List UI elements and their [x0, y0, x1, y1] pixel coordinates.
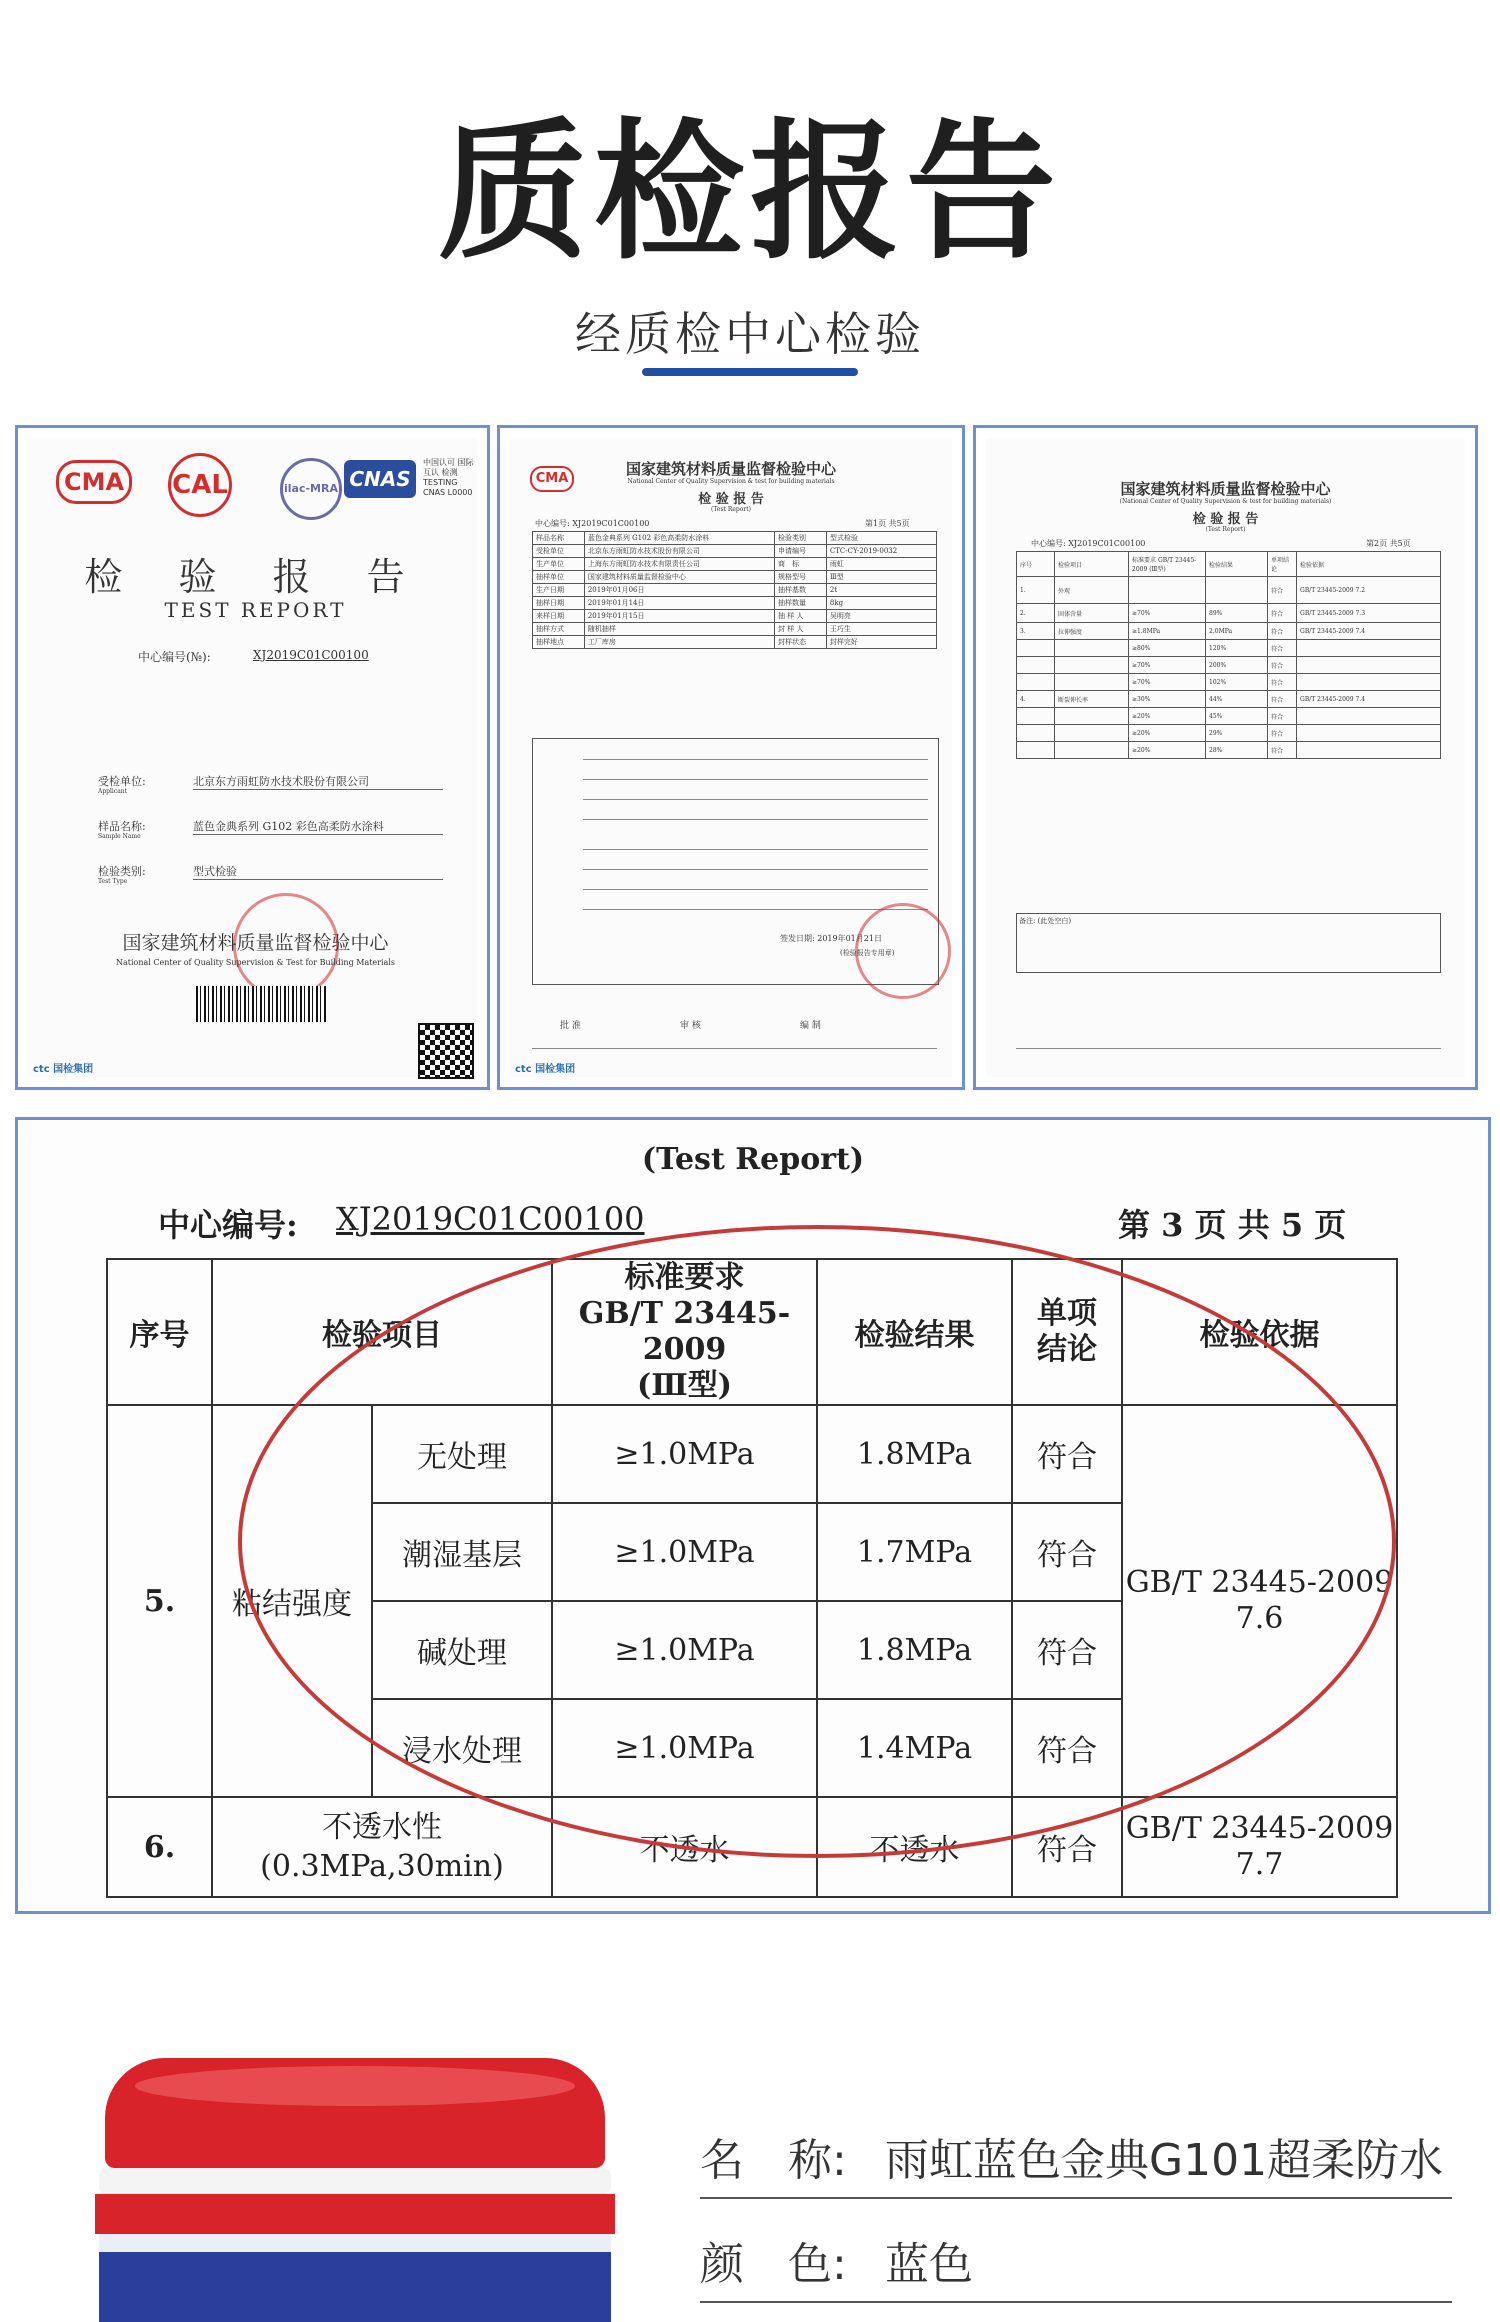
table-row	[533, 571, 937, 584]
row5-basis: GB/T 23445-2009 7.6	[1122, 1405, 1397, 1797]
product-divider	[700, 2197, 1452, 2199]
table-cell: 受检单位	[533, 545, 585, 558]
table-cell	[1055, 640, 1129, 657]
table-header-cell: 检验结果	[1206, 552, 1268, 577]
qr-code-icon	[418, 1023, 474, 1079]
table-row	[533, 610, 937, 623]
row6-item: 不透水性 (0.3MPa,30min)	[212, 1797, 552, 1897]
text-line	[583, 819, 928, 820]
table-cell: 来样日期	[533, 610, 585, 623]
table-cell: 45%	[1206, 708, 1268, 725]
table-cell	[1297, 657, 1441, 674]
table-cell: 2019年01月14日	[584, 597, 774, 610]
table-cell	[1017, 725, 1055, 742]
table-row	[1017, 742, 1441, 759]
table-cell: 3.	[1017, 623, 1055, 640]
cover-field-label: 受检单位:	[98, 775, 146, 788]
table-header-cell: 检验依据	[1297, 552, 1441, 577]
table-row	[107, 1405, 1397, 1503]
table-cell	[1055, 742, 1129, 759]
table-cell: Ⅲ型	[826, 571, 936, 584]
cover-number-label: 中心编号(№):	[138, 650, 211, 664]
cover-field-sublabel: Test Type	[98, 878, 128, 885]
row5-sub-conclusion: 符合	[1012, 1503, 1122, 1601]
table-cell: 符合	[1268, 674, 1297, 691]
row6-result: 不透水	[817, 1797, 1012, 1897]
doc3-report-en: (Test Report)	[1205, 526, 1246, 533]
table-cell: 28%	[1206, 742, 1268, 759]
table-cell: 王巧生	[826, 623, 936, 636]
doc3-page: 第2页 共5页	[1366, 539, 1411, 548]
table-row	[533, 623, 937, 636]
row5-sub-name: 碱处理	[372, 1601, 552, 1699]
table-cell: 抽样数量	[775, 597, 827, 610]
accreditation-text: 中国认可 国际互认 检测 TESTING CNAS L0000	[423, 458, 474, 497]
doc3-title-en: (National Center of Quality Supervision & test for building materials)	[1119, 498, 1332, 505]
table-cell	[1297, 742, 1441, 759]
table-cell	[1017, 742, 1055, 759]
product-bucket-image	[95, 2058, 615, 2322]
table-cell: ≥20%	[1129, 708, 1206, 725]
table-cell: 符合	[1268, 691, 1297, 708]
row5-sub-result: 1.4MPa	[817, 1699, 1012, 1797]
doc2-report: 检 验 报 告	[698, 492, 764, 507]
table-cell: 符合	[1268, 657, 1297, 674]
doc3-results-table	[1016, 551, 1441, 759]
table-header-row	[107, 1259, 1397, 1405]
table-cell: 符合	[1268, 577, 1297, 604]
doc3-remark: 备注: (此处空白)	[1016, 913, 1441, 973]
table-cell: 检验类别	[775, 532, 827, 545]
table-cell: GB/T 23445-2009 7.2	[1297, 577, 1441, 604]
row5-item: 粘结强度	[212, 1405, 372, 1797]
table-cell: 符合	[1268, 725, 1297, 742]
doc2-title: 国家建筑材料质量监督检验中心	[625, 460, 836, 478]
cover-field-sublabel: Sample Name	[98, 833, 141, 840]
table-row	[1017, 691, 1441, 708]
product-name-value: 雨虹蓝色金典G101超柔防水	[885, 2135, 1444, 2186]
cover-center-name-en: National Center of Quality Supervision & Test for Building Materials	[116, 958, 395, 967]
table-cell	[1055, 674, 1129, 691]
table-cell: 国家建筑材料质量监督检验中心	[584, 571, 774, 584]
table-cell: 2.	[1017, 604, 1055, 623]
ctc-logo: ctc 国检集团	[33, 1064, 94, 1075]
row5-sub-conclusion: 符合	[1012, 1699, 1122, 1797]
table-cell: 89%	[1206, 604, 1268, 623]
table-cell: 型式检验	[826, 532, 936, 545]
row5-sub-standard: ≥1.0MPa	[552, 1699, 817, 1797]
table-row	[533, 545, 937, 558]
table-cell: 符合	[1268, 623, 1297, 640]
doc3-report: 检 验 报 告	[1192, 512, 1259, 527]
table-row	[1017, 640, 1441, 657]
table-row	[533, 558, 937, 571]
table-header-cell: 单项结论	[1268, 552, 1297, 577]
zoom-center-value: XJ2019C01C00100	[336, 1200, 645, 1238]
table-cell: 生产单位	[533, 558, 585, 571]
table-cell	[1297, 725, 1441, 742]
row6-no: 6.	[107, 1797, 212, 1897]
bucket-band	[95, 2194, 615, 2234]
table-cell: 雨虹	[826, 558, 936, 571]
divider	[1016, 1048, 1441, 1049]
row5-sub-result: 1.7MPa	[817, 1503, 1012, 1601]
table-cell	[1055, 657, 1129, 674]
table-cell: 符合	[1268, 708, 1297, 725]
header-no: 序号	[107, 1259, 212, 1405]
table-cell: 2019年01月15日	[584, 610, 774, 623]
cma-logo-icon: CMA	[530, 466, 574, 492]
table-cell: 固体含量	[1055, 604, 1129, 623]
cover-field-value: 型式检验	[193, 863, 443, 880]
table-cell: CTC-CY-2019-0032	[826, 545, 936, 558]
doc3-title: 国家建筑材料质量监督检验中心	[1120, 480, 1331, 498]
table-cell: 2019年01月06日	[584, 584, 774, 597]
table-cell: 北京东方雨虹防水技术股份有限公司	[584, 545, 774, 558]
row6-basis: GB/T 23445-2009 7.7	[1122, 1797, 1397, 1897]
doc2-page: 第1页 共5页	[865, 519, 910, 528]
table-header-cell: 检验项目	[1055, 552, 1129, 577]
row5-sub-conclusion: 符合	[1012, 1601, 1122, 1699]
row6-conclusion: 符合	[1012, 1797, 1122, 1897]
row5-sub-standard: ≥1.0MPa	[552, 1503, 817, 1601]
header-conclusion: 单项 结论	[1012, 1259, 1122, 1405]
table-cell: GB/T 23445-2009 7.4	[1297, 691, 1441, 708]
table-row	[1017, 623, 1441, 640]
table-header-cell: 标准要求 GB/T 23445-2009 (Ⅲ型)	[1129, 552, 1206, 577]
table-cell: 蓝色金典系列 G102 彩色高柔防水涂料	[584, 532, 774, 545]
title-underline	[642, 368, 858, 376]
table-cell: 随机抽样	[584, 623, 774, 636]
text-line	[583, 849, 928, 850]
table-cell	[1297, 640, 1441, 657]
table-cell: 上海东方雨虹防水技术有限责任公司	[584, 558, 774, 571]
table-cell: 样品名称	[533, 532, 585, 545]
cover-title: 检 验 报 告	[84, 555, 427, 599]
bucket-rim	[99, 2168, 611, 2194]
report-page2-thumbnail	[973, 425, 1478, 1090]
report-cover-thumbnail	[15, 425, 490, 1090]
ilac-logo-icon: ilac-MRA	[280, 458, 342, 520]
zoom-page-indicator: 第 3 页 共 5 页	[1118, 1206, 1347, 1244]
table-cell: 商 标	[775, 558, 827, 571]
table-row	[1017, 674, 1441, 691]
row5-no: 5.	[107, 1405, 212, 1797]
ctc-logo: ctc 国检集团	[515, 1064, 576, 1075]
table-row	[1017, 657, 1441, 674]
cma-logo-icon: CMA	[56, 460, 132, 504]
zoom-report-en: (Test Report)	[641, 1142, 865, 1177]
table-cell: 规格型号	[775, 571, 827, 584]
table-row	[533, 532, 937, 545]
cover-center-name: 国家建筑材料质量监督检验中心	[122, 932, 389, 954]
table-cell: ≥70%	[1129, 657, 1206, 674]
zoom-center-label: 中心编号:	[158, 1206, 298, 1244]
row5-sub-name: 无处理	[372, 1405, 552, 1503]
text-line	[583, 779, 928, 780]
table-cell	[1055, 725, 1129, 742]
row5-sub-standard: ≥1.0MPa	[552, 1601, 817, 1699]
table-cell: 申请编号	[775, 545, 827, 558]
table-cell: 2.0MPa	[1206, 623, 1268, 640]
table-row	[1017, 708, 1441, 725]
doc2-number: 中心编号: XJ2019C01C00100	[535, 519, 650, 528]
row6-standard: 不透水	[552, 1797, 817, 1897]
table-row	[1017, 604, 1441, 623]
table-cell: 1.	[1017, 577, 1055, 604]
cnas-logo-icon: CNAS	[344, 460, 416, 498]
report-zoom-panel	[15, 1117, 1491, 1914]
cover-field-label: 检验类别:	[98, 865, 146, 878]
table-cell: 符合	[1268, 640, 1297, 657]
table-cell: 120%	[1206, 640, 1268, 657]
row5-sub-result: 1.8MPa	[817, 1405, 1012, 1503]
header-standard: 标准要求 GB/T 23445-2009 (Ⅲ型)	[552, 1259, 817, 1405]
table-cell	[1017, 657, 1055, 674]
cover-number-value: XJ2019C01C00100	[253, 648, 369, 662]
doc3-number: 中心编号: XJ2019C01C00100	[1031, 539, 1146, 548]
table-cell: 4.	[1017, 691, 1055, 708]
bucket-lid-top	[135, 2066, 575, 2106]
table-cell: 29%	[1206, 725, 1268, 742]
header-basis: 检验依据	[1122, 1259, 1397, 1405]
report-page1-thumbnail	[497, 425, 965, 1090]
row5-sub-name: 潮湿基层	[372, 1503, 552, 1601]
page-subtitle: 经质检中心检验	[575, 307, 925, 361]
table-cell: ≥1.8MPa	[1129, 623, 1206, 640]
barcode-icon	[196, 986, 326, 1022]
doc2-sign-date: 签发日期: 2019年01月21日	[780, 934, 882, 943]
table-cell: 拉伸强度	[1055, 623, 1129, 640]
table-cell: GB/T 23445-2009 7.3	[1297, 604, 1441, 623]
doc2-title-en: National Center of Quality Supervision & test for building materials	[627, 478, 835, 485]
table-row	[533, 597, 937, 610]
table-cell: 封样状态	[775, 636, 827, 649]
table-cell: 生产日期	[533, 584, 585, 597]
table-cell: 抽样单位	[533, 571, 585, 584]
table-row	[533, 584, 937, 597]
table-cell: 44%	[1206, 691, 1268, 708]
table-row	[1017, 725, 1441, 742]
row5-sub-name: 浸水处理	[372, 1699, 552, 1797]
doc2-report-en: (Test Report)	[711, 506, 751, 513]
table-cell	[1017, 640, 1055, 657]
table-cell: 8kg	[826, 597, 936, 610]
table-cell	[1297, 708, 1441, 725]
cover-field-sublabel: Applicant	[98, 788, 128, 795]
table-cell: 断裂伸长率	[1055, 691, 1129, 708]
table-cell: 抽 样 人	[775, 610, 827, 623]
zoom-results-table	[106, 1258, 1398, 1898]
table-cell: 抽样基数	[775, 584, 827, 597]
doc2-approve: 批 准	[560, 1021, 581, 1031]
table-cell: 符合	[1268, 604, 1297, 623]
table-row	[1017, 577, 1441, 604]
table-cell: ≥80%	[1129, 640, 1206, 657]
text-line	[583, 889, 928, 890]
cover-field-value: 蓝色金典系列 G102 彩色高柔防水涂料	[193, 818, 443, 835]
table-cell	[1017, 708, 1055, 725]
text-line	[583, 759, 928, 760]
doc2-sign-note: (检验报告专用章)	[840, 949, 895, 957]
table-cell: 外观	[1055, 577, 1129, 604]
table-cell: GB/T 23445-2009 7.4	[1297, 623, 1441, 640]
table-cell	[1129, 577, 1206, 604]
table-row	[533, 636, 937, 649]
table-cell: 抽样日期	[533, 597, 585, 610]
text-line	[583, 869, 928, 870]
table-cell: ≥70%	[1129, 604, 1206, 623]
table-cell: ≥30%	[1129, 691, 1206, 708]
table-cell: 工厂库房	[584, 636, 774, 649]
header-result: 检验结果	[817, 1259, 1012, 1405]
table-cell: 抽样地点	[533, 636, 585, 649]
table-cell	[1017, 674, 1055, 691]
product-color-label: 颜 色:	[700, 2239, 847, 2290]
table-cell: 102%	[1206, 674, 1268, 691]
text-line	[583, 799, 928, 800]
table-cell: 抽样方式	[533, 623, 585, 636]
table-cell: 吴明亮	[826, 610, 936, 623]
product-divider	[700, 2301, 1452, 2303]
table-header-row	[1017, 552, 1441, 577]
header-item: 检验项目	[212, 1259, 552, 1405]
row5-sub-standard: ≥1.0MPa	[552, 1405, 817, 1503]
table-header-cell: 序号	[1017, 552, 1055, 577]
table-cell: ≥70%	[1129, 674, 1206, 691]
table-cell: ≥20%	[1129, 725, 1206, 742]
page-title: 质检报告	[437, 106, 1062, 280]
row5-sub-conclusion: 符合	[1012, 1405, 1122, 1503]
table-row	[107, 1797, 1397, 1897]
cover-field-value: 北京东方雨虹防水技术股份有限公司	[193, 773, 443, 790]
cover-field-label: 样品名称:	[98, 820, 146, 833]
bucket-highlight	[99, 2234, 611, 2252]
table-cell	[1297, 674, 1441, 691]
table-cell: ≥20%	[1129, 742, 1206, 759]
product-name-label: 名 称:	[700, 2135, 847, 2186]
table-cell: 2t	[826, 584, 936, 597]
table-cell: 封样完好	[826, 636, 936, 649]
doc2-info-table	[532, 531, 937, 649]
cover-title-en: TEST REPORT	[164, 598, 347, 622]
doc2-prepare: 编 制	[800, 1021, 821, 1031]
table-cell	[1206, 577, 1268, 604]
doc2-review: 审 核	[680, 1021, 701, 1031]
table-cell: 符合	[1268, 742, 1297, 759]
divider	[532, 1048, 937, 1049]
row5-sub-result: 1.8MPa	[817, 1601, 1012, 1699]
cal-logo-icon: CAL	[168, 453, 232, 517]
table-cell: 封 样 人	[775, 623, 827, 636]
product-color-value: 蓝色	[885, 2239, 973, 2290]
table-cell	[1055, 708, 1129, 725]
table-cell: 200%	[1206, 657, 1268, 674]
